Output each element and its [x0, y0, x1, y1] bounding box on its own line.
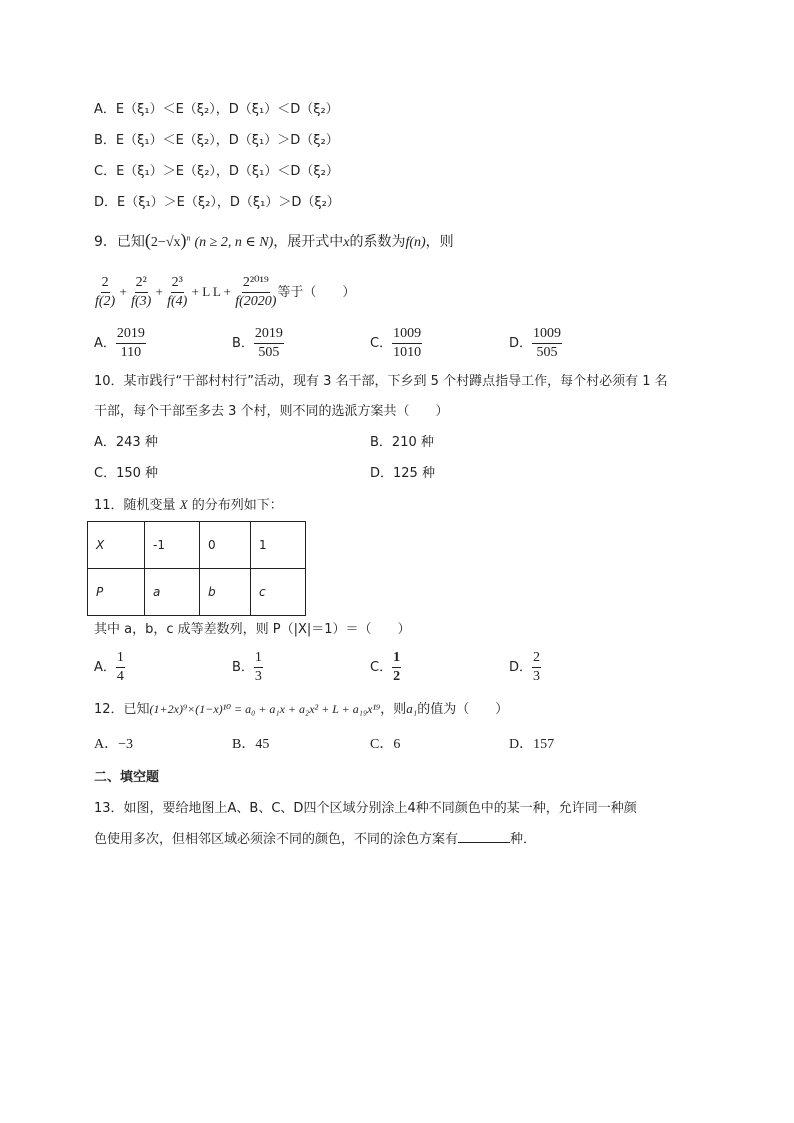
- table-cell: 1: [251, 522, 306, 569]
- table-row: [88, 522, 306, 569]
- q9-sum-expression: $\frac{2}{f(2)}$ + $\frac{\text{2²}}{f(3)}$ + $\frac{\text{2³}}{f(4)}$ + L L + $\frac{\text{2²⁰¹⁹}}{f(2020)}$ 等于（ ）: [95, 275, 356, 309]
- q10-option-d: D．125 种: [370, 466, 435, 481]
- q10-line-1: 10．某市践行“干部村村行”活动，现有 3 名干部，下乡到 5 个村蹲点指导工作，每个村必须有 1 名: [94, 374, 668, 389]
- q8-option-b: B．E（ξ₁）＜E（ξ₂），D（ξ₁）＞D（ξ₂）: [94, 133, 339, 148]
- q10-option-b: B．210 种: [370, 435, 434, 450]
- table-cell: P: [88, 569, 145, 616]
- table-cell: -1: [145, 522, 200, 569]
- q11-option-c: C． $\frac{1}{2}$: [370, 650, 401, 684]
- q9-exponent: n: [186, 233, 191, 243]
- q12-option-c: C．6: [370, 737, 401, 752]
- q10-line-2: 干部，每个干部至多去 3 个村，则不同的选派方案共（ ）: [94, 404, 449, 419]
- answer-blank[interactable]: [458, 830, 510, 843]
- table-cell: X: [88, 522, 145, 569]
- q9-func: f(n): [405, 235, 426, 250]
- table-cell: 0: [200, 522, 251, 569]
- q12-option-a: A．−3: [94, 737, 134, 752]
- q11-option-a: A． $\frac{1}{4}$: [94, 650, 124, 684]
- q9-sum-term: $\frac{\text{2²⁰¹⁹}}{f(2020)}$: [235, 275, 277, 309]
- q9-prefix: 9．已知: [94, 234, 145, 250]
- table-row: [88, 569, 306, 616]
- distribution-table: [87, 521, 306, 616]
- q11-option-b: B． $\frac{1}{3}$: [232, 650, 262, 684]
- q11-condition: 其中 a，b，c 成等差数列，则 P（|X|＝1）＝（ ）: [94, 622, 411, 637]
- q10-option-c: C．150 种: [94, 466, 159, 481]
- q9-option-b: B． $\frac{2019}{505}$: [232, 326, 283, 360]
- q9-mid: ，展开式中: [273, 234, 344, 250]
- q12-option-b: B．45: [232, 737, 270, 752]
- q9-base: 2−√x: [150, 235, 181, 250]
- q11-option-d: D． $\frac{2}{3}$: [509, 650, 541, 684]
- section-heading: 二、填空题: [94, 770, 160, 785]
- q9-option-c: C． $\frac{1009}{1010}$: [370, 326, 422, 360]
- q9-tail: 等于（ ）: [277, 285, 356, 300]
- q9-suffix: ，则: [425, 234, 454, 250]
- q11-stem: 11．随机变量 X 的分布列如下：: [94, 497, 283, 513]
- q9-var: x: [343, 235, 350, 250]
- q8-option-a: A．E（ξ₁）＜E（ξ₂），D（ξ₁）＜D（ξ₂）: [94, 102, 339, 117]
- q12-stem: 12．已知(1+2x)⁹×(1−x)¹⁰ = a₀ + a₁x + a₂x² + L + a₁₉x¹⁹，则a₁的值为（ ）: [94, 701, 509, 717]
- q9-option-d: D． $\frac{1009}{505}$: [509, 326, 562, 360]
- table-cell: a: [145, 569, 200, 616]
- q8-option-d: D．E（ξ₁）＞E（ξ₂），D（ξ₁）＞D（ξ₂）: [94, 195, 340, 210]
- q9-ellipsis: L L: [202, 284, 221, 299]
- q9-sum-term: $\frac{2}{f(2)}$: [95, 275, 116, 309]
- q12-target: a₁: [406, 701, 418, 716]
- q10-option-a: A．243 种: [94, 435, 158, 450]
- q9-stem: 9．已知$(2-√x)^n$ (n ≥ 2, n ∈ N)，展开式中x的系数为f(n)，则: [94, 230, 454, 250]
- table-cell: c: [251, 569, 306, 616]
- q12-formula: (1+2x)⁹×(1−x)¹⁰ = a₀ + a₁x + a₂x² + L + a₁₉x¹⁹: [149, 702, 381, 716]
- q13-line-2: 色使用多次，但相邻区域必须涂不同的颜色，不同的涂色方案有 种．: [94, 832, 537, 847]
- q9-mid2: 的系数为: [349, 234, 406, 250]
- q9-option-a: A． $\frac{2019}{110}$: [94, 326, 145, 360]
- table-cell: b: [200, 569, 251, 616]
- q12-option-d: D．157: [509, 737, 555, 752]
- q9-condition: (n ≥ 2, n ∈ N): [194, 235, 274, 250]
- q9-sum-term: $\frac{\text{2²}}{f(3)}$: [131, 275, 152, 309]
- q8-option-c: C．E（ξ₁）＞E（ξ₂），D（ξ₁）＜D（ξ₂）: [94, 164, 339, 179]
- q9-sum-term: $\frac{\text{2³}}{f(4)}$: [167, 275, 188, 309]
- q13-line-1: 13．如图，要给地图上A、B、C、D四个区域分别涂上4种不同颜色中的某一种，允许同一种颜: [94, 801, 637, 816]
